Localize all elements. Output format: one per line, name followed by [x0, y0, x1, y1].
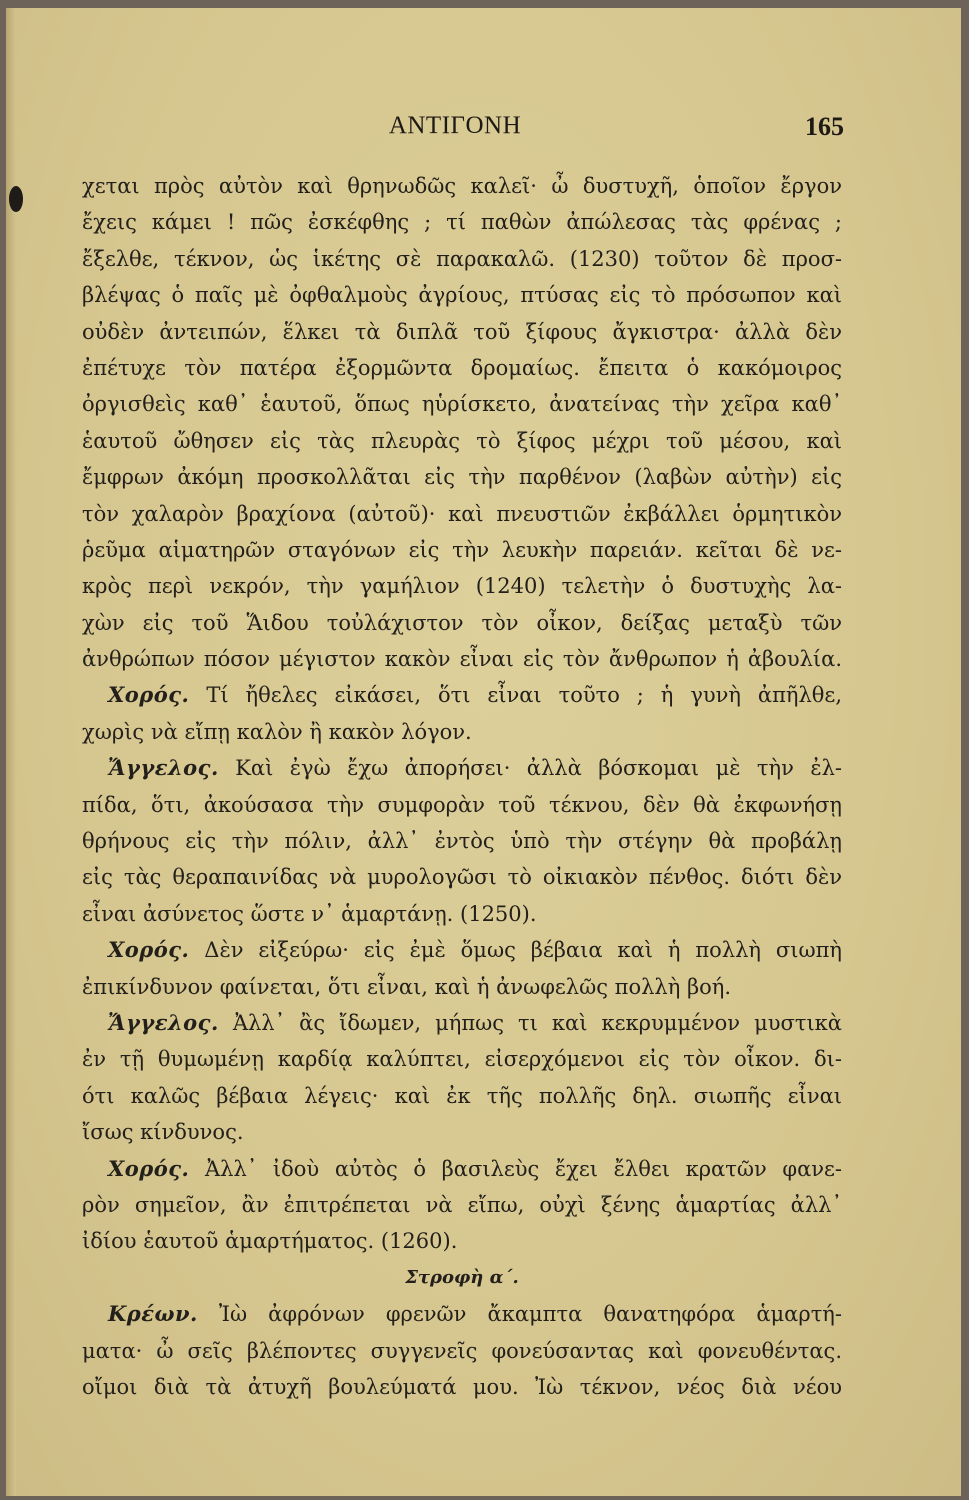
text-line: ἀνθρώπων πόσον μέγιστον κακὸν εἶναι εἰς τὸν ἄνθρωπον ἡ ἀβουλία. [82, 647, 842, 672]
speech-text: Ἀλλ᾽ ἰδοὺ αὐτὸς ὁ βασιλεὺς ἔχει ἔλθει κρατῶν φανε- [205, 1156, 842, 1181]
speech-line: οἴμοι διὰ τὰ ἀτυχῆ βουλεύματά μου. Ἰὼ τέκνον, νέος διὰ νέου [82, 1374, 842, 1399]
text-line: ἑαυτοῦ ὤθησεν εἰς τὰς πλευρὰς τὸ ξίφος μέχρι τοῦ μέσου, καὶ [82, 428, 842, 453]
speech-line: ματα· ὦ σεῖς βλέποντες συγγενεῖς φονεύσαντας καὶ φονευθέντας. [82, 1338, 842, 1363]
speech-text: Ἀλλ᾽ ἂς ἴδωμεν, μήπως τι καὶ κεκρυμμένον μυστικὰ [232, 1010, 842, 1035]
speech-line: πίδα, ὅτι, ἀκούσασα τὴν συμφορὰν τοῦ τέκνου, δὲν θὰ ἐκφωνήσῃ [82, 792, 842, 817]
speech-first-line [82, 750, 842, 786]
text-line: χὼν εἰς τοῦ Ἅιδου τοὐλάχιστον τὸν οἶκον, δείξας μεταξὺ τῶν [82, 610, 842, 635]
text-line: ὀργισθεὶς καθ᾽ ἑαυτοῦ, ὅπως ηὑρίσκετο, ἀνατείνας τὴν χεῖρα καθ᾽ [82, 392, 842, 417]
speech-line: θρήνους εἰς τὴν πόλιν, ἀλλ᾽ ἐντὸς ὑπὸ τὴν στέγην θὰ προβάλῃ [82, 829, 842, 854]
speech-line: εἰς τὰς θεραπαινίδας νὰ μυρολογῶσι τὸ οἰκιακὸν πένθος. διότι δὲν [82, 865, 842, 890]
speaker-name: Χορός. [108, 1155, 190, 1181]
text-line: ἔμφρων ἀκόμη προσκολλᾶται εἰς τὴν παρθένον (λαβὼν αὐτὴν) εἰς [82, 465, 842, 490]
speaker-name: Ἄγγελος. [108, 1009, 219, 1035]
book-page [6, 8, 961, 1496]
section-heading: Στροφὴ α΄. [405, 1266, 519, 1288]
speech-first-line [82, 1296, 842, 1332]
speech-text: Δὲν εἰξεύρω· εἰς ἐμὲ ὅμως βέβαια καὶ ἡ πολλὴ σιωπὴ [204, 938, 842, 963]
text-line: ἔχεις κάμει ! πῶς ἐσκέφθης ; τί παθὼν ἀπώλεσας τὰς φρένας ; [82, 210, 842, 235]
running-title: ΑΝΤΙΓΟΝΗ [388, 112, 522, 139]
speech-line: ἐπικίνδυνον φαίνεται, ὅτι εἶναι, καὶ ἡ ἀνωφελῶς πολλὴ βοή. [82, 974, 732, 999]
speech-first-line [82, 1005, 842, 1041]
text-line: ἔξελθε, τέκνον, ὡς ἱκέτης σὲ παρακαλῶ. (1230) τοῦτον δὲ προσ- [82, 246, 842, 271]
text-line: οὐδὲν ἀντειπών, ἕλκει τὰ διπλᾶ τοῦ ξίφους ἄγκιστρα· ἀλλὰ δὲν [82, 319, 842, 344]
speech-line: ἴσως κίνδυνος. [82, 1120, 244, 1145]
speech-first-line [82, 677, 842, 713]
speech-line: χωρὶς νὰ εἴπῃ καλὸν ἢ κακὸν λόγον. [82, 719, 472, 744]
text-line: τὸν χαλαρὸν βραχίονα (αὐτοῦ)· καὶ πνευστιῶν ἐκβάλλει ὁρμητικὸν [82, 501, 842, 526]
speech-text: Τί ἤθελες εἰκάσει, ὅτι εἶναι τοῦτο ; ἡ γυνὴ ἀπῆλθε, [206, 683, 842, 708]
text-line: βλέψας ὁ παῖς μὲ ὀφθαλμοὺς ἀγρίους, πτύσας εἰς τὸ πρόσωπον καὶ [82, 283, 842, 308]
speech-text: Καὶ ἐγὼ ἔχω ἀπορήσει· ἀλλὰ βόσκομαι μὲ τὴν ἐλ- [235, 756, 842, 781]
text-line: κρὸς περὶ νεκρόν, τὴν γαμήλιον (1240) τελετὴν ὁ δυστυχὴς λα- [82, 574, 842, 599]
speaker-name: Χορός. [108, 682, 190, 708]
text-line: ῥεῦμα αἱματηρῶν σταγόνων εἰς τὴν λευκὴν παρειάν. κεῖται δὲ νε- [82, 537, 842, 562]
page-header [66, 112, 844, 142]
text-line: ἐπέτυχε τὸν πατέρα ἐξορμῶντα δρομαίως. ἔπειτα ὁ κακόμοιρος [82, 355, 842, 380]
page-binding-edge [6, 8, 16, 1496]
body-text [82, 168, 842, 1405]
speech-line: εἶναι ἀσύνετος ὥστε ν᾽ ἁμαρτάνῃ. (1250). [82, 901, 537, 926]
binding-hole [9, 186, 23, 212]
speaker-name: Κρέων. [108, 1301, 198, 1327]
speech-line: ἰδίου ἑαυτοῦ ἁμαρτήματος. (1260). [82, 1229, 458, 1254]
speech-line: ότι καλῶς βέβαια λέγεις· καὶ ἐκ τῆς πολλῆς δηλ. σιωπῆς εἶναι [82, 1083, 842, 1108]
speech-line: ἐν τῇ θυμωμένῃ καρδίᾳ καλύπτει, εἰσερχόμενοι εἰς τὸν οἶκον. δι- [82, 1047, 842, 1072]
speaker-name: Χορός. [108, 937, 190, 963]
speech-first-line [82, 932, 842, 968]
speech-text: Ἰὼ ἀφρόνων φρενῶν ἄκαμπτα θανατηφόρα ἁμαρτή- [219, 1302, 842, 1327]
speech-first-line [82, 1151, 842, 1187]
page-number: 165 [805, 112, 844, 141]
speaker-name: Ἄγγελος. [108, 755, 219, 781]
text-line: χεται πρὸς αὐτὸν καὶ θρηνωδῶς καλεῖ· ὦ δυστυχῆ, ὁποῖον ἔργον [82, 174, 842, 198]
speech-line: ρὸν σημεῖον, ἂν ἐπιτρέπεται νὰ εἴπω, οὐχὶ ξένης ἁμαρτίας ἀλλ᾽ [82, 1192, 842, 1217]
